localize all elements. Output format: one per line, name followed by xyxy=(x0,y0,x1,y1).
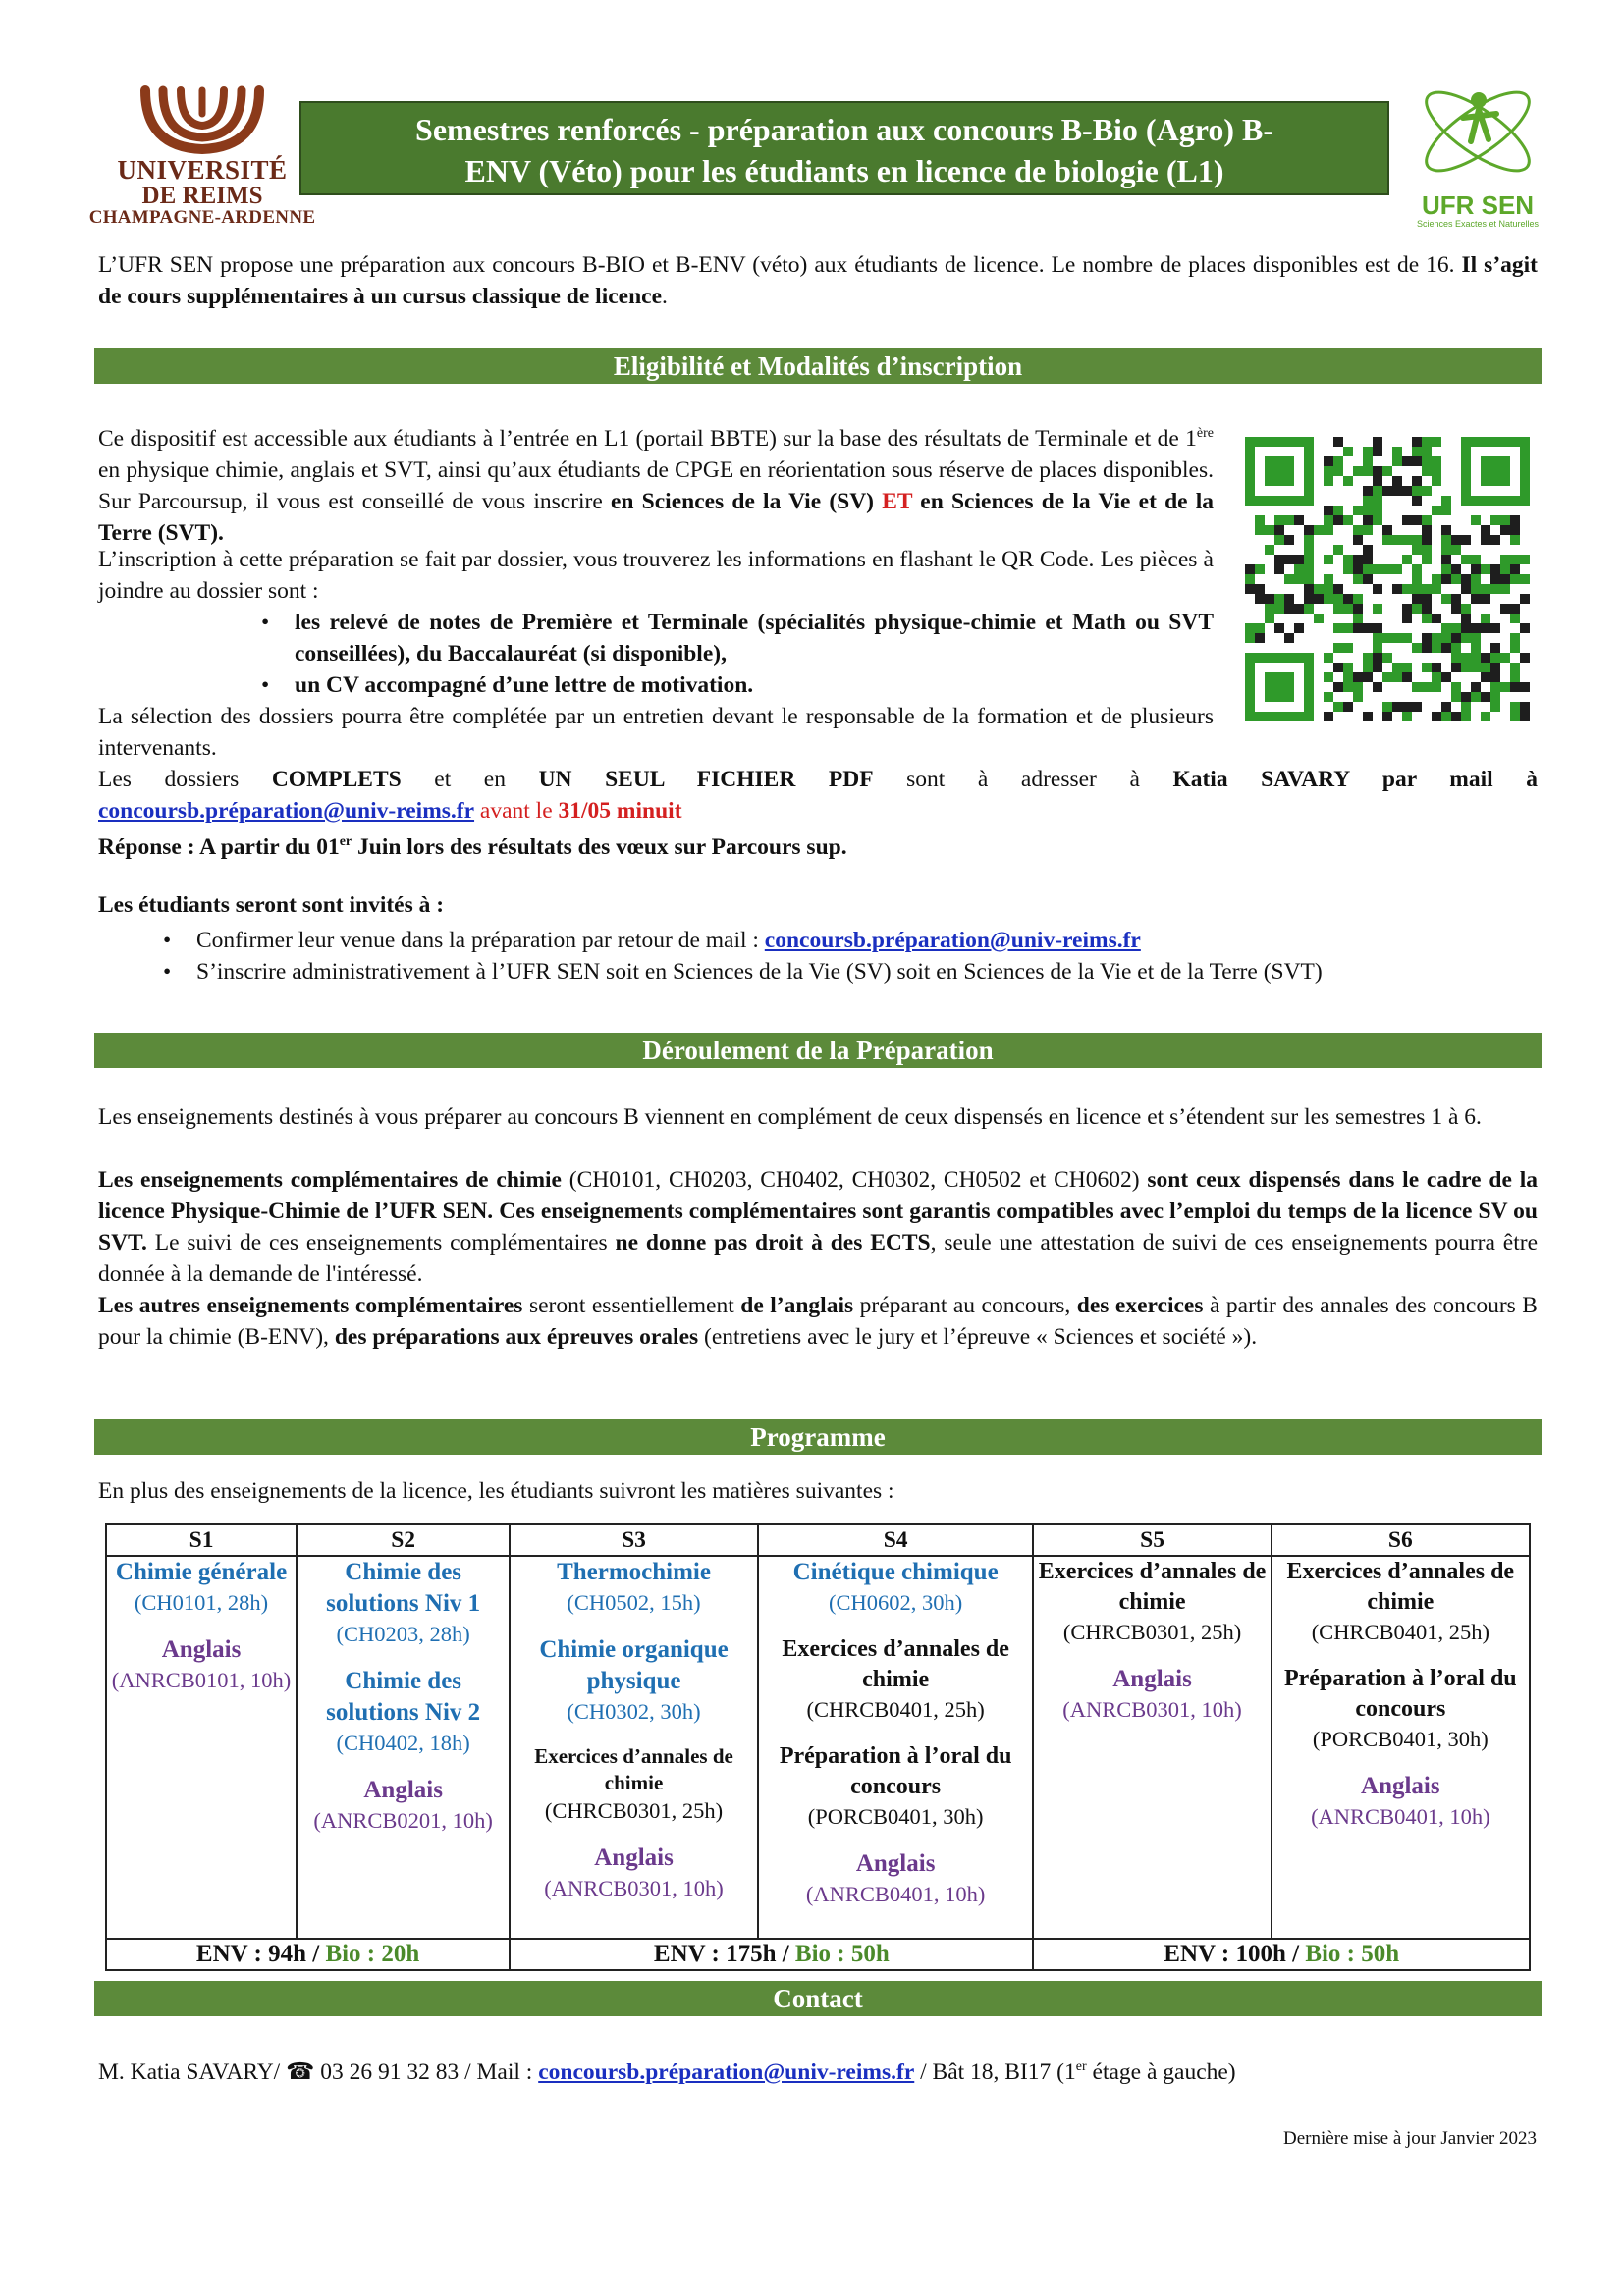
semester-s6-cell: Exercices d’annales de chimie (CHRCB0401, 25h) Préparation à l’oral du concours (PORCB0401, 30h) Anglais (ANRCB0401, 10h) xyxy=(1272,1556,1530,1939)
semester-s5-cell: Exercices d’annales de chimie (CHRCB0301, 25h) Anglais (ANRCB0301, 10h) xyxy=(1033,1556,1271,1939)
list-item: • les relevé de notes de Première et Terminale (spécialités physique-chimie et Math ou SVT conseillées), du Baccalauréat (si disponible), xyxy=(295,607,1214,669)
confirm-email-link[interactable]: concoursb.préparation@univ-reims.fr xyxy=(764,928,1141,953)
ufr-sen-name: UFR SEN xyxy=(1421,190,1535,220)
phone-icon: ☎ xyxy=(286,2058,315,2085)
deadline-line: concoursb.préparation@univ-reims.fr avant le 31/05 minuit xyxy=(98,798,682,824)
contact-email-link[interactable]: concoursb.préparation@univ-reims.fr xyxy=(538,2058,915,2085)
last-updated: Dernière mise à jour Janvier 2023 xyxy=(1283,2128,1537,2149)
section-title-programme: Programme xyxy=(94,1419,1542,1455)
submission-paragraph: Les dossiers COMPLETS et en UN SEUL FICHIER PDF sont à adresser à Katia SAVARY par mail à xyxy=(98,767,1539,792)
total-s1-s2: ENV : 94h / Bio : 20h xyxy=(106,1939,510,1970)
contact-line: M. Katia SAVARY/ ☎ 03 26 91 32 83 / Mail : concoursb.préparation@univ-reims.fr / Bât 18, BI17 (1er étage à gauche) xyxy=(98,2058,1236,2085)
document-title: Semestres renforcés - préparation aux concours B-Bio (Agro) B- ENV (Véto) pour les étudiants en licence de biologie (L1) xyxy=(299,101,1389,195)
section-title-deroulement: Déroulement de la Préparation xyxy=(94,1033,1542,1068)
total-s3-s4: ENV : 175h / Bio : 50h xyxy=(510,1939,1033,1970)
qr-code-icon[interactable] xyxy=(1245,437,1530,721)
semester-s4-cell: Cinétique chimique (CH0602, 30h) Exercices d’annales de chimie (CHRCB0401, 25h) Préparation à l’oral du concours (PORCB0401, 30h) Anglais (ANRCB0401, 10h) xyxy=(758,1556,1034,1939)
table-totals-row xyxy=(106,1939,1530,1970)
response-line: Réponse : A partir du 01er Juin lors des résultats des vœux sur Parcours sup. xyxy=(98,833,847,860)
table-header-row: S1 S2 S3 S4 S5 S6 xyxy=(106,1524,1530,1556)
semester-s1-cell: Chimie générale (CH0101, 28h) Anglais (ANRCB0101, 10h) xyxy=(106,1556,297,1939)
application-paragraph: L’inscription à cette préparation se fait par dossier, vous trouverez les informations en flashant le QR Code. Les pièces à joindre au dossier sont : xyxy=(98,547,1214,604)
semester-s3-cell: Thermochimie (CH0502, 15h) Chimie organique physique (CH0302, 30h) Exercices d’annales de chimie (CHRCB0301, 25h) Anglais (ANRCB0301, 10h) xyxy=(510,1556,758,1939)
semester-s2-cell: Chimie des solutions Niv 1 (CH0203, 28h) Chimie des solutions Niv 2 (CH0402, 18h) Anglais (ANRCB0201, 10h) xyxy=(297,1556,510,1939)
university-logo-text: UNIVERSITÉ DE REIMS CHAMPAGNE-ARDENNE xyxy=(88,155,316,228)
list-item: • S’inscrire administrativement à l’UFR SEN soit en Sciences de la Vie (SV) soit en Sciences de la Vie et de la Terre (SVT) xyxy=(196,956,1538,988)
table-row xyxy=(106,1556,1530,1939)
list-item: • Confirmer leur venue dans la préparation par retour de mail : concoursb.préparation@univ-reims.fr xyxy=(196,925,1538,956)
invited-list xyxy=(196,925,1538,988)
selection-paragraph: La sélection des dossiers pourra être complétée par un entretien devant le responsable de la formation et de plusieurs intervenants. xyxy=(98,704,1214,761)
section-title-contact: Contact xyxy=(94,1981,1542,2016)
submission-email-link[interactable]: concoursb.préparation@univ-reims.fr xyxy=(98,798,475,824)
invited-heading: Les étudiants seront sont invités à : xyxy=(98,892,445,918)
list-item: • un CV accompagné d’une lettre de motivation. xyxy=(295,669,1214,701)
ufr-sen-subtitle: Sciences Exactes et Naturelles xyxy=(1416,219,1540,229)
deroulement-paragraph-3: Les autres enseignements complémentaires seront essentiellement de l’anglais préparant au concours, des exercices à partir des annales des concours B pour la chimie (B-ENV), des préparations aux épreuves orales (entretiens avec le jury et l’épreuve « Sciences et société »). xyxy=(98,1293,1538,1350)
eligibility-paragraph: Ce dispositif est accessible aux étudiants à l’entrée en L1 (portail BBTE) sur la base des résultats de Terminale et de 1ère en physique chimie, anglais et SVT, ainsi qu’aux étudiants de CPGE en réorientation sous réserve de places disponibles. Sur Parcoursup, il vous est conseillé de vous inscrire en Sciences de la Vie (SV) ET en Sciences de la Vie et de la Terre (SVT). xyxy=(98,425,1215,546)
programme-table xyxy=(105,1523,1531,1971)
programme-intro: En plus des enseignements de la licence, les étudiants suivront les matières suivantes : xyxy=(98,1478,894,1504)
documents-list xyxy=(295,607,1214,701)
total-s5-s6: ENV : 100h / Bio : 50h xyxy=(1033,1939,1530,1970)
intro-paragraph: L’UFR SEN propose une préparation aux concours B-BIO et B-ENV (véto) aux étudiants de licence. Le nombre de places disponibles est de 16. Il s’agit de cours supplémentaires à un cursus classique de licence. xyxy=(98,252,1539,309)
section-title-eligibility: Eligibilité et Modalités d’inscription xyxy=(94,348,1542,384)
deroulement-paragraph-1: Les enseignements destinés à vous préparer au concours B viennent en complément de ceux dispensés en licence et s’étendent sur les semestres 1 à 6. xyxy=(98,1104,1482,1130)
deroulement-paragraph-2: Les enseignements complémentaires de chimie (CH0101, CH0203, CH0402, CH0302, CH0502 et CH0602) sont ceux dispensés dans le cadre de la licence Physique-Chimie de l’UFR SEN. Ces enseignements complémentaires sont garantis compatibles avec l’emploi du temps de la licence SV ou SVT. Le suivi de ces enseignements complémentaires ne donne pas droit à des ECTS, seule une attestation de suivi de ces enseignements pourra être donnée à la demande de l'intéressé. xyxy=(98,1167,1539,1287)
